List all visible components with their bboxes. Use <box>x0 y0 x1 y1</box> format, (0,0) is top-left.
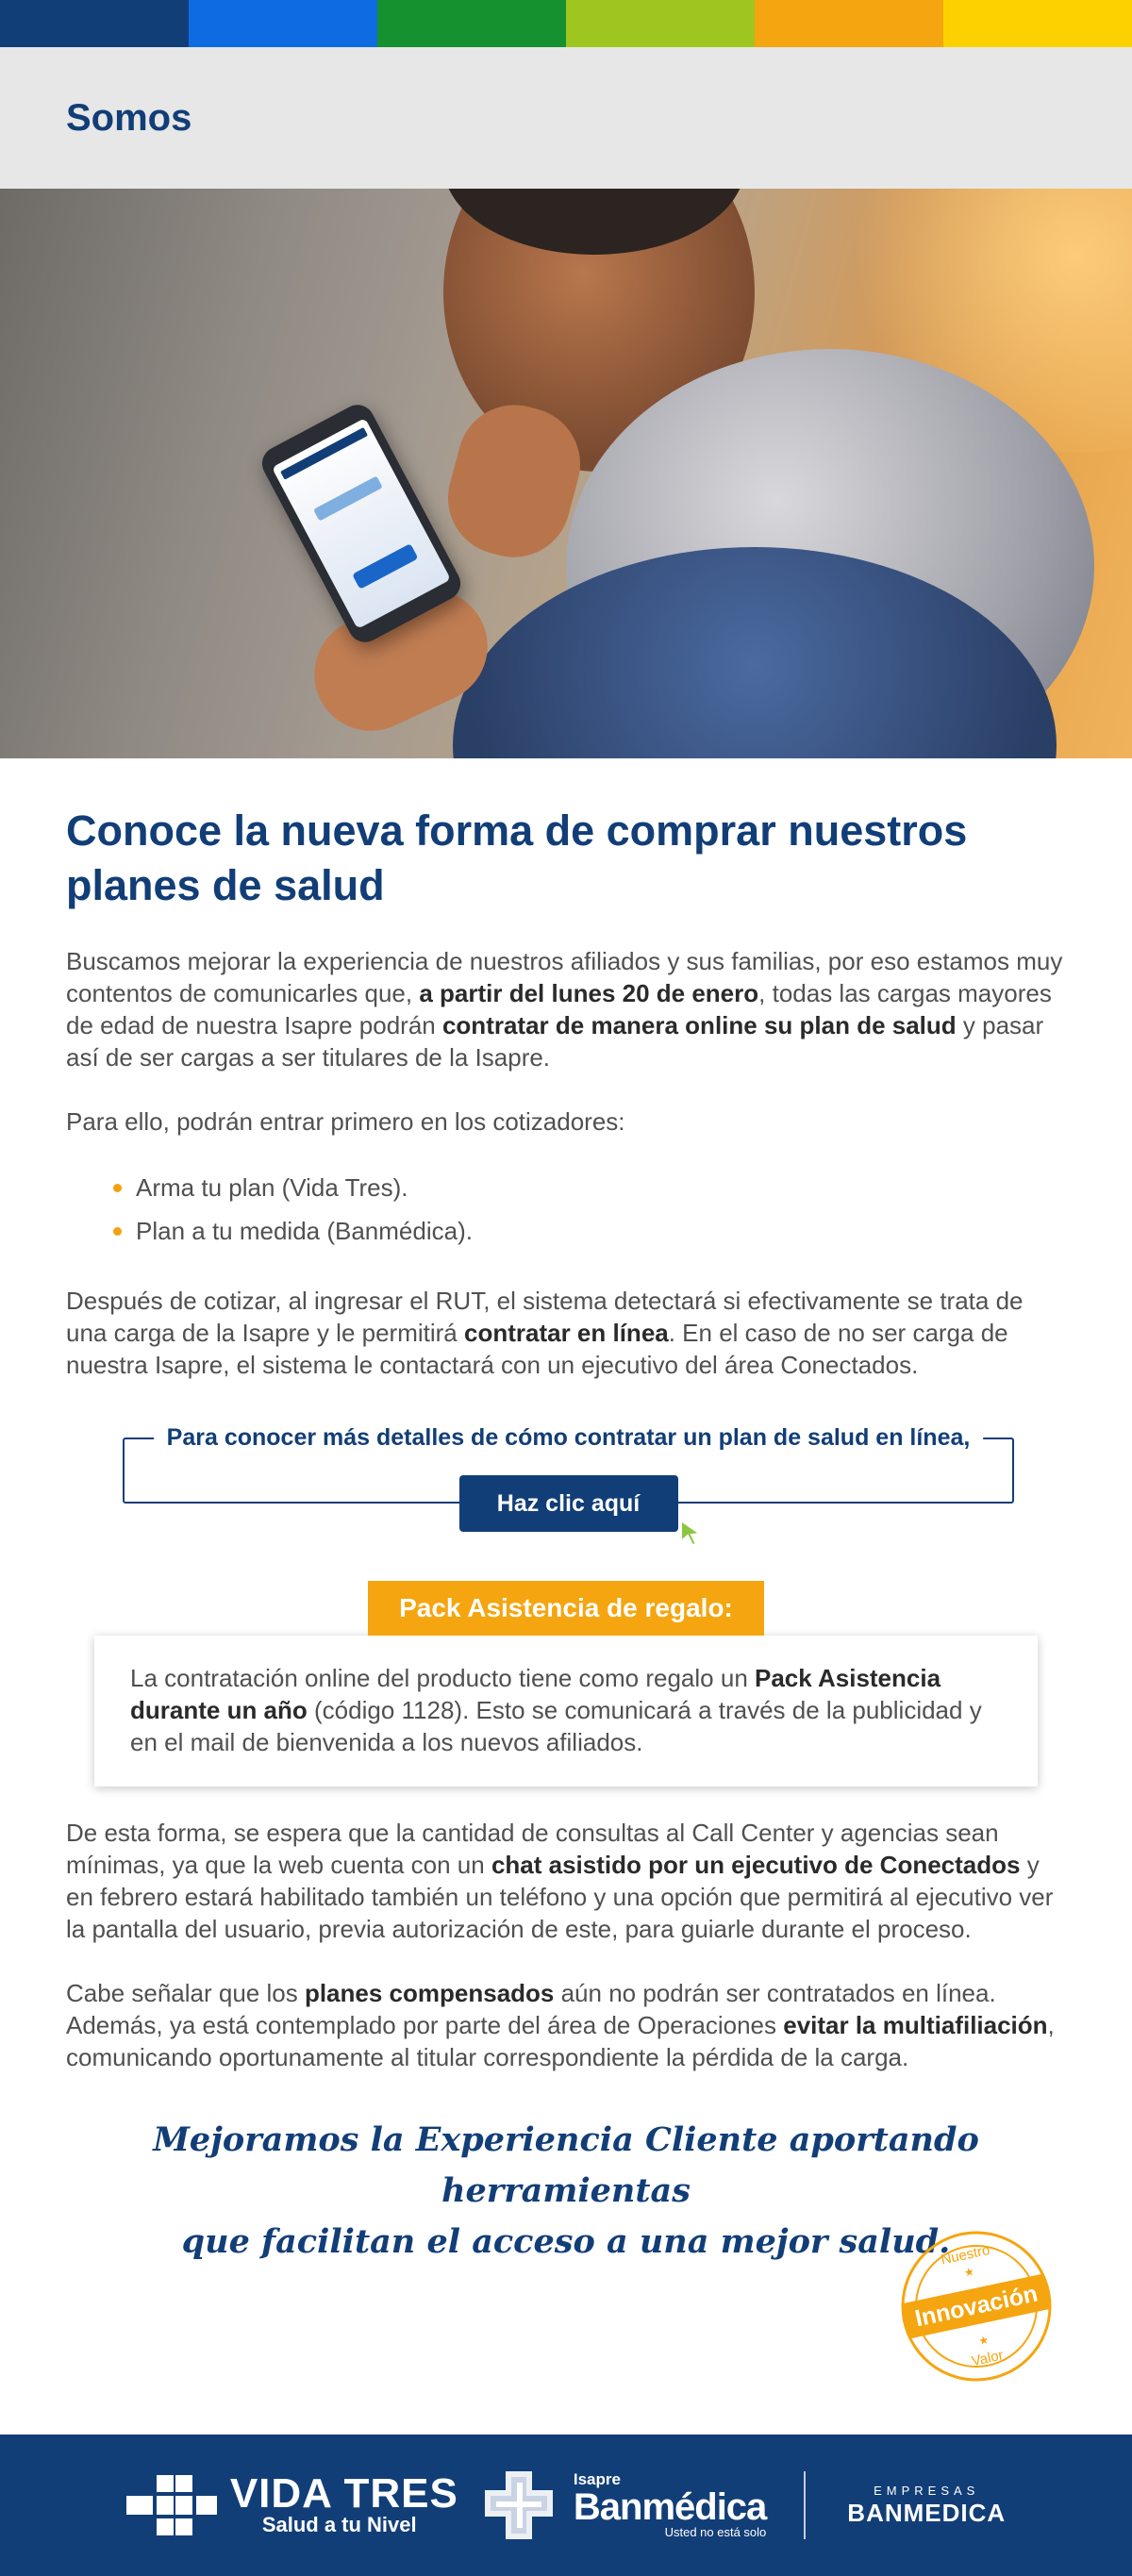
banmedica-name: Banmédica <box>573 2486 767 2528</box>
bold-text: contratar de manera online su plan de salud <box>441 1011 957 1039</box>
text: Cabe señalar que los <box>66 1979 305 2007</box>
empresas-name: BANMEDICA <box>847 2499 1007 2527</box>
banmedica-logo <box>479 2469 766 2541</box>
pack-box <box>94 1636 1038 1787</box>
stamp-top-text: Nuestro <box>940 2241 991 2269</box>
stripe-blue <box>189 0 377 47</box>
text: aún no podrán ser contratados en línea. Además, ya está contemplado por parte del área de Operaciones <box>66 1979 996 2039</box>
text: . En el caso de no ser carga de nuestra Isapre, el sistema le contactará con un ejecutivo del área Conectados. <box>66 1319 1008 1379</box>
text: , todas las cargas mayores de edad de nuestra Isapre podrán <box>66 979 1052 1039</box>
hero-image <box>0 189 1132 758</box>
vidatres-tagline: Salud a tu Nivel <box>261 2513 417 2536</box>
slogan-line: que facilitan el acceso a una mejor salud. <box>181 2222 951 2261</box>
text: Buscamos mejorar la experiencia de nuestros afiliados y sus familias, por eso estamos muy contentos de comunicarles que, <box>66 947 1063 1007</box>
text: La contratación online del producto tiene como regalo un <box>130 1664 755 1692</box>
bold-text: planes compensados <box>304 1979 555 2007</box>
text: (código 1128). Esto se comunicará a través de la publicidad y en el mail de bienvenida a los nuevos afiliados. <box>130 1696 982 1756</box>
bold-text: contratar en línea <box>464 1319 669 1347</box>
cotizadores-list <box>66 1166 1066 1253</box>
star-icon: ★ <box>976 2333 990 2349</box>
vidatres-cross-icon <box>126 2475 217 2535</box>
innovacion-stamp <box>896 2226 1057 2386</box>
cta-box <box>123 1424 1014 1517</box>
paragraph-planes-compensados <box>66 1977 1066 2073</box>
paragraph-call-center <box>66 1817 1066 1945</box>
banmedica-cross-icon <box>479 2469 566 2541</box>
text: y en febrero estará habilitado también un teléfono y una opción que permitirá al ejecutivo ver la pantalla del usuario, previa autorización de este, para guiarle durante el proceso. <box>66 1851 1054 1943</box>
empresas-banmedica-logo <box>847 2484 1006 2527</box>
pack-label: Pack Asistencia de regalo: <box>368 1581 764 1636</box>
list-item: Plan a tu medida (Banmédica). <box>113 1209 1066 1253</box>
stripe-orange <box>755 0 943 47</box>
stripe-green <box>377 0 566 47</box>
text: y pasar así de ser cargas a ser titulares de la Isapre. <box>66 1011 1044 1072</box>
brand-color-stripes <box>0 0 1132 47</box>
text: De esta forma, se espera que la cantidad de consultas al Call Center y agencias sean mínimas, ya que la web cuenta con un <box>66 1819 999 1879</box>
vidatres-logo <box>126 2470 458 2536</box>
smartphone-screen <box>272 418 451 629</box>
stamp-center-text: Innovación <box>912 2280 1040 2333</box>
text: , comunicando oportunamente al titular correspondiente la pérdida de la carga. <box>66 2011 1055 2071</box>
banmedica-isapre: Isapre <box>573 2470 621 2488</box>
cta-text: Para conocer más detalles de cómo contratar un plan de salud en línea, <box>154 1424 984 1452</box>
article <box>0 804 1132 2268</box>
article-title: Conoce la nueva forma de comprar nuestros planes de salud <box>66 806 968 909</box>
star-icon: ★ <box>962 2264 976 2280</box>
paragraph-intro <box>66 945 1066 1073</box>
paragraph-rut <box>66 1285 1066 1381</box>
bold-text: a partir del lunes 20 de enero <box>419 979 759 1007</box>
text: Después de cotizar, al ingresar el RUT, el sistema detectará si efectivamente se trata de una carga de la Isapre y le permitirá <box>66 1287 1024 1347</box>
bold-text: Pack Asistencia durante un año <box>130 1664 941 1724</box>
footer-divider <box>804 2471 806 2539</box>
bold-text: evitar la multiafiliación <box>783 2011 1048 2039</box>
slogan-line: Mejoramos la Experiencia Cliente aportando herramientas <box>153 2120 979 2210</box>
screen-header-bar <box>280 427 368 480</box>
list-item: Arma tu plan (Vida Tres). <box>113 1166 1066 1209</box>
vidatres-name: VIDA TRES <box>229 2470 458 2517</box>
screen-content-bar <box>313 475 383 521</box>
cursor-icon <box>679 1519 704 1547</box>
stripe-navy <box>0 0 189 47</box>
stripe-lime <box>566 0 755 47</box>
footer <box>0 2435 1132 2576</box>
stripe-yellow <box>943 0 1132 47</box>
screen-button <box>352 543 418 590</box>
pack-asistencia <box>66 1581 1066 1788</box>
section-title: Somos <box>66 96 192 139</box>
empresas-label: EMPRESAS <box>874 2484 980 2498</box>
banmedica-tagline: Usted no está solo <box>664 2525 767 2539</box>
stamp-bottom-text: Valor <box>970 2347 1006 2370</box>
haz-clic-button[interactable]: Haz clic aquí <box>459 1475 678 1532</box>
bold-text: chat asistido por un ejecutivo de Conectados <box>491 1851 1021 1879</box>
paragraph-cotizadores: Para ello, podrán entrar primero en los cotizadores: <box>66 1107 625 1136</box>
section-header <box>0 47 1132 189</box>
